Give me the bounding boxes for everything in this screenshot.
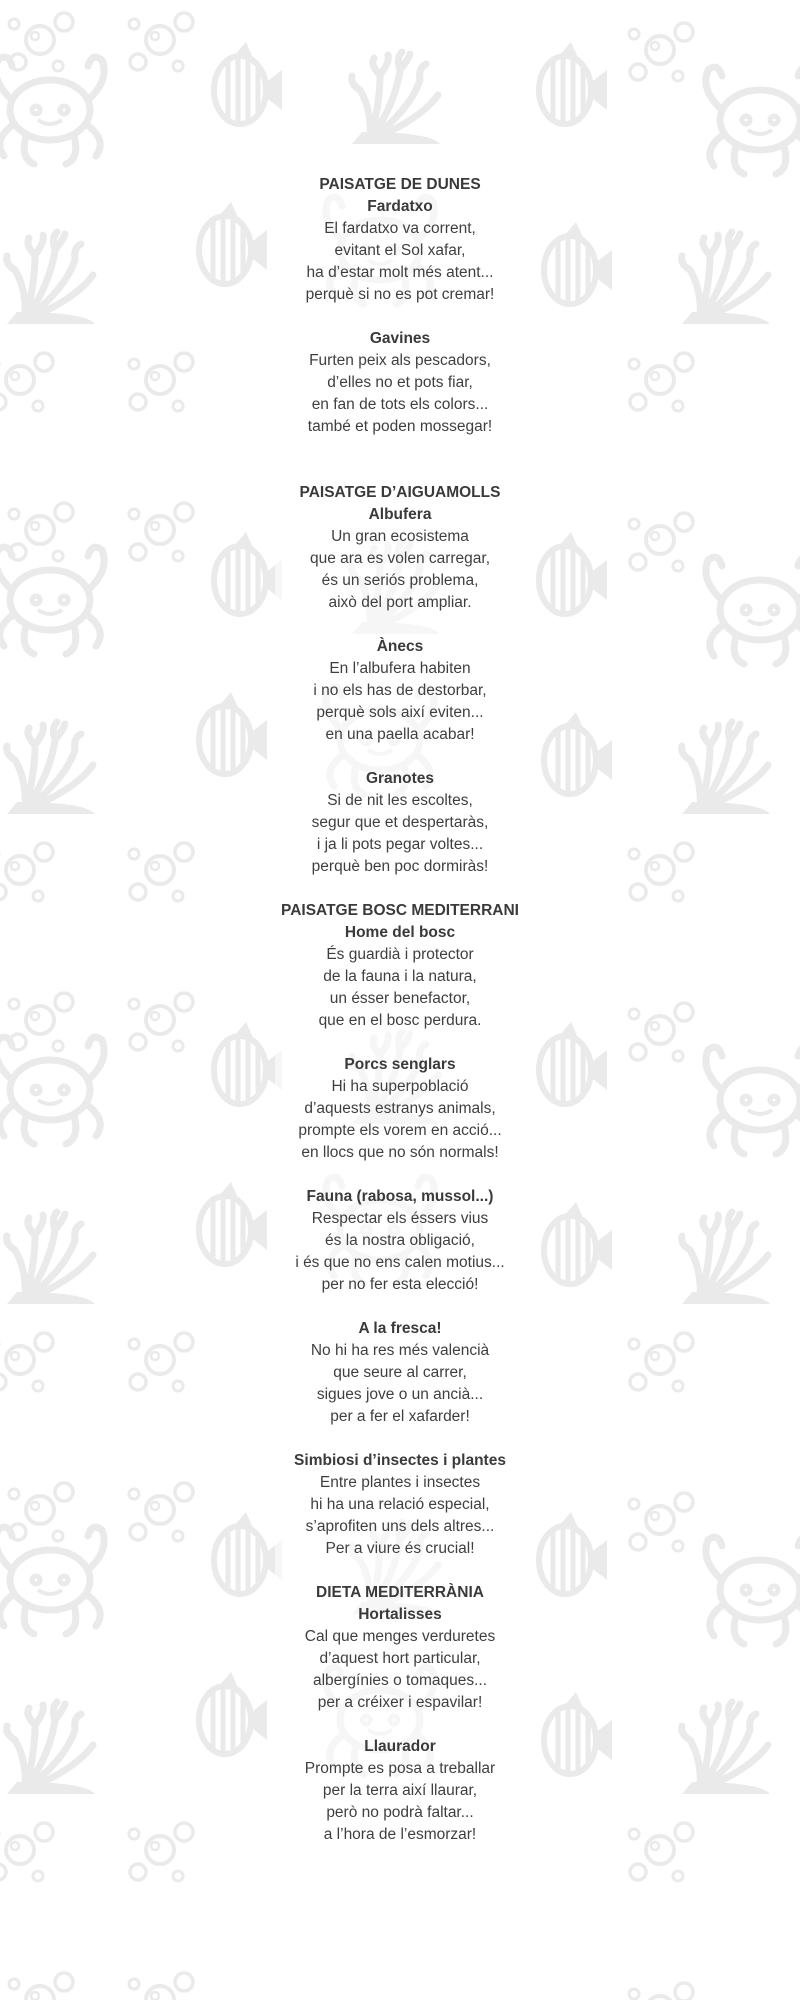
section-dieta-mediterrania: [0, 1582, 800, 1846]
poem-collection: [0, 174, 800, 1846]
poem-line: És guardià i protector: [326, 946, 474, 963]
poem-line: i no els has de destorbar,: [313, 682, 487, 699]
poem-line: Furten peix als pescadors,: [309, 352, 491, 369]
poem-line: que seure al carrer,: [333, 1364, 467, 1381]
section-heading: PAISATGE BOSC MEDITERRANI: [281, 902, 519, 919]
poem-line: evitant el Sol xafar,: [334, 242, 466, 259]
poem-line: per a fer el xafarder!: [330, 1408, 470, 1425]
poem-line: i ja li pots pegar voltes...: [316, 836, 484, 853]
poem-line: albergínies o tomaques...: [312, 1672, 488, 1689]
poem-line: Hi ha superpoblació: [331, 1078, 469, 1095]
poem-line: Cal que menges verduretes: [304, 1628, 496, 1645]
section-heading: PAISATGE DE DUNES: [319, 176, 481, 193]
poem-line: que ara es volen carregar,: [309, 550, 491, 567]
poem-title: Llaurador: [364, 1738, 436, 1755]
section-dunes: [0, 174, 800, 438]
poem-line: Per a viure és crucial!: [325, 1540, 475, 1557]
section-heading: DIETA MEDITERRÀNIA: [316, 1584, 484, 1601]
poem-line: per no fer esta elecció!: [321, 1276, 479, 1293]
poem-line: No hi ha res més valencià: [310, 1342, 490, 1359]
poem-line: a l’hora de l’esmorzar!: [323, 1826, 477, 1843]
poem-line: perquè si no es pot cremar!: [305, 286, 495, 303]
poem-title: Porcs senglars: [344, 1056, 456, 1073]
poem-line: de la fauna i la natura,: [323, 968, 477, 985]
poem-title: Fauna (rabosa, mussol...): [306, 1188, 494, 1205]
poem-line: prompte els vorem en acció...: [298, 1122, 502, 1139]
poem-line: Prompte es posa a treballar: [304, 1760, 496, 1777]
poem-line: en fan de tots els colors...: [311, 396, 489, 413]
section-bosc-mediterrani: [0, 900, 800, 1560]
poem-line: El fardatxo va corrent,: [324, 220, 476, 237]
poem-title: Simbiosi d’insectes i plantes: [294, 1452, 506, 1469]
poem-line: d’aquest hort particular,: [319, 1650, 481, 1667]
poem-line: i és que no ens calen motius...: [295, 1254, 505, 1271]
poem-line: un ésser benefactor,: [329, 990, 471, 1007]
poem-title: Granotes: [365, 770, 435, 787]
poem-title: Gavines: [369, 330, 431, 347]
poem-line: En l’albufera habiten: [329, 660, 471, 677]
poem-line: això del port ampliar.: [328, 594, 472, 611]
poem-title: Albufera: [368, 506, 432, 523]
poem-line: sigues jove o un ancià...: [316, 1386, 484, 1403]
poem-line: ha d’estar molt més atent...: [306, 264, 494, 281]
poem-line: perquè sols així eviten...: [316, 704, 484, 721]
poem-line: segur que et despertaràs,: [311, 814, 489, 831]
poem-line: Si de nit les escoltes,: [327, 792, 473, 809]
poem-line: per a créixer i espavilar!: [317, 1694, 483, 1711]
section-aiguamolls: [0, 482, 800, 878]
poem-line: d’aquests estranys animals,: [304, 1100, 496, 1117]
poem-line: que en el bosc perdura.: [318, 1012, 482, 1029]
poem-line: però no podrà faltar...: [326, 1804, 474, 1821]
poem-line: perquè ben poc dormiràs!: [311, 858, 489, 875]
poem-line: hi ha una relació especial,: [310, 1496, 490, 1513]
poem-title: Fardatxo: [367, 198, 433, 215]
poem-line: és la nostra obligació,: [325, 1232, 475, 1249]
poem-line: Un gran ecosistema: [331, 528, 469, 545]
poem-line: en una paella acabar!: [325, 726, 475, 743]
poem-title: Ànecs: [376, 638, 424, 655]
poem-line: en llocs que no són normals!: [301, 1144, 499, 1161]
poem-line: també et poden mossegar!: [307, 418, 493, 435]
poem-line: Respectar els éssers vius: [311, 1210, 489, 1227]
poem-title: Hortalisses: [358, 1606, 442, 1623]
poem-line: s’aprofiten uns dels altres...: [305, 1518, 495, 1535]
section-heading: PAISATGE D’AIGUAMOLLS: [299, 484, 501, 501]
poem-title: Home del bosc: [344, 924, 456, 941]
poem-line: per la terra així llaurar,: [322, 1782, 478, 1799]
poem-line: d’elles no et pots fiar,: [327, 374, 473, 391]
poem-line: és un seriós problema,: [321, 572, 479, 589]
poem-line: Entre plantes i insectes: [319, 1474, 481, 1491]
poem-title: A la fresca!: [358, 1320, 442, 1337]
